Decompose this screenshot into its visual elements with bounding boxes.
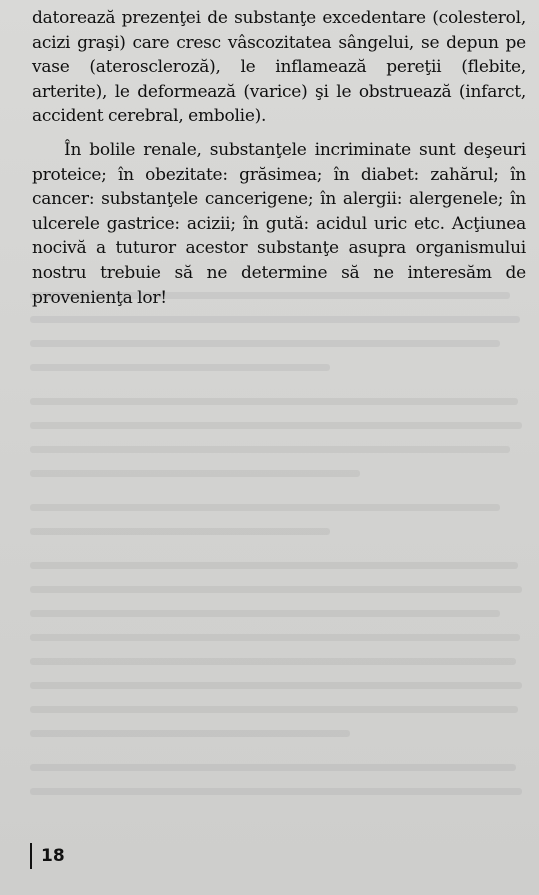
footer-rule: [30, 843, 32, 869]
show-through-text-background: [30, 290, 530, 810]
paragraph-2: În bolile renale, substanţele incriminate sunt deşeuri proteice; în obezitate: grăsimea; în diabet: zahărul; în cancer: substanţele cancerigene; în alergii: alergenele; în ulcerele gastrice: acizii; în gută: acidul uric etc. Acţiunea nocivă a tuturor acestor substanţe asupra organismului nostru trebuie să ne determine să ne interesăm de provenienţa lor!: [32, 139, 526, 308]
body-text: [32, 6, 526, 310]
page-number: 18: [41, 846, 65, 866]
page-footer: [30, 843, 65, 869]
paragraph-1: datorează prezenţei de substanţe excedentare (colesterol, acizi graşi) care cresc vâscozitatea sângelui, se depun pe vase (ateroscleroză), le inflamează pereţii (flebite, arterite), le deformează (varice) şi le obstruează (infarct, accident cerebral, embolie).: [32, 8, 526, 127]
